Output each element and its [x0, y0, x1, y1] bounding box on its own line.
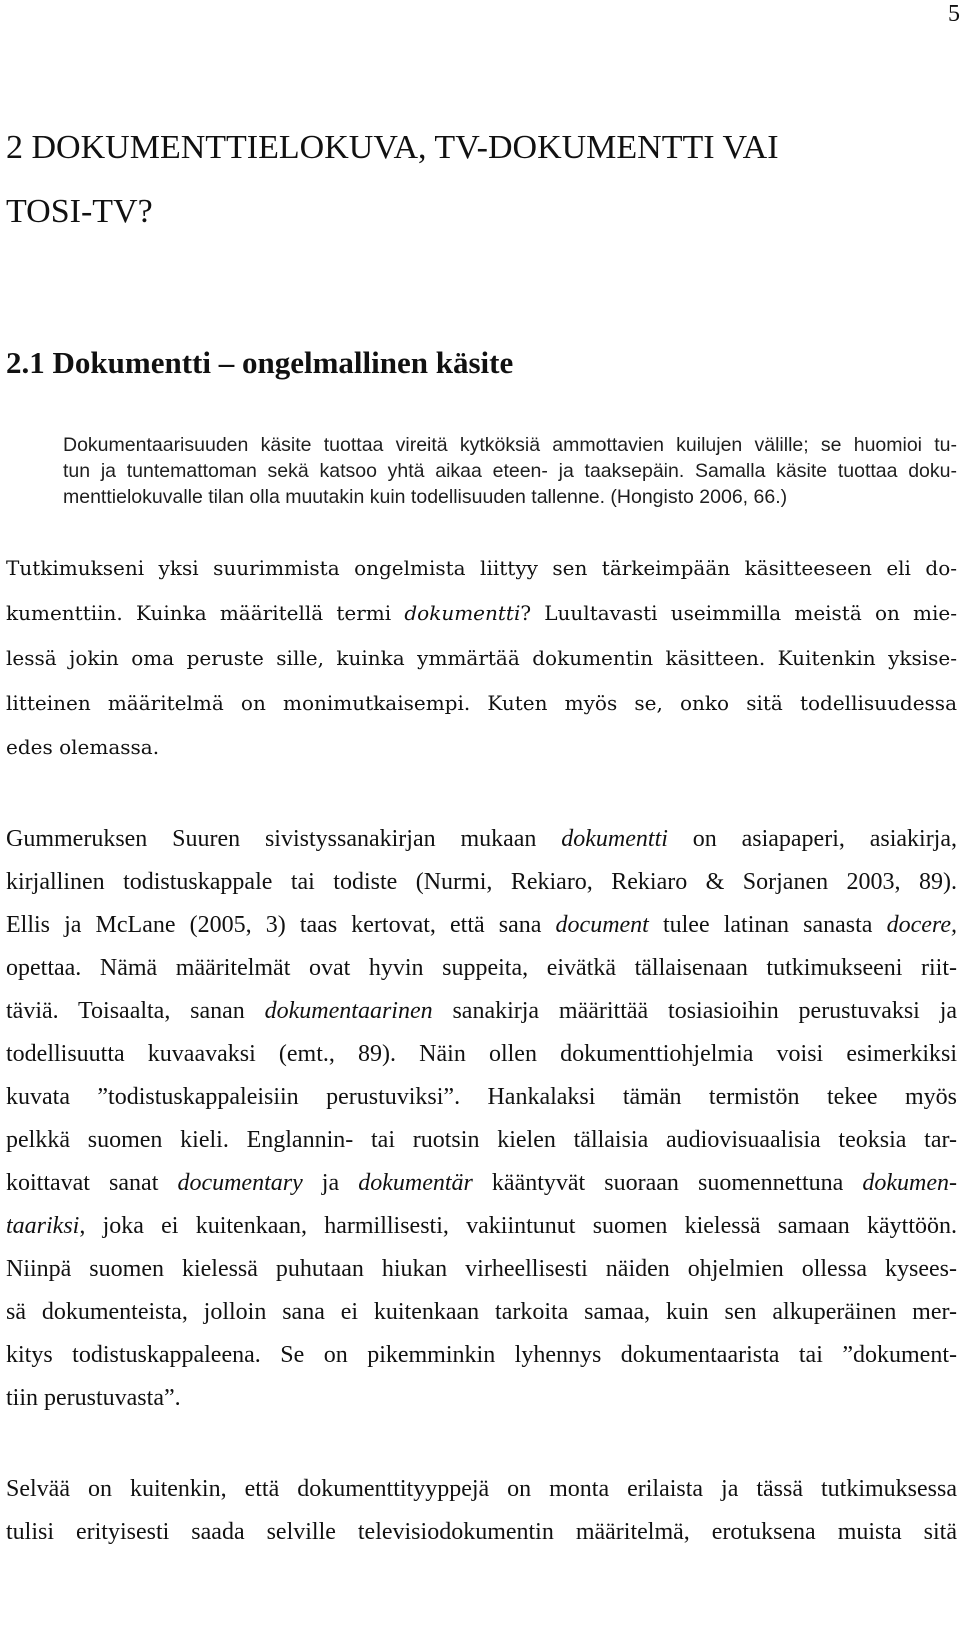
text-line: sä dokumenteista, jolloin sana ei kuitenkaan tarkoita samaa, kuin sen alkuperäinen mer- [6, 1299, 957, 1325]
chapter-heading-line-1: 2 DOKUMENTTIELOKUVA, TV-DOKUMENTTI VAI [6, 129, 779, 166]
text-line: litteinen määritelmä on monimutkaisempi. Kuten myös se, onko sitä todellisuudessa [6, 691, 957, 715]
emphasis: docere, [886, 912, 957, 938]
text-line: opettaa. Nämä määritelmät ovat hyvin suppeita, eivätkä tällaisenaan tutkimukseeni riit- [6, 955, 957, 981]
text-span: Ellis ja McLane (2005, 3) taas kertovat, että sana [6, 912, 556, 938]
emphasis: dokumentti [404, 601, 521, 625]
text-line: kirjallinen todistuskappale tai todiste (Nurmi, Rekiaro, Rekiaro & Sorjanen 2003, 89). [6, 869, 957, 895]
text-span: ? Luultavasti useimmilla meistä on mie- [520, 601, 957, 625]
text-line: todellisuutta kuvaavaksi (emt., 89). Näin ollen dokumenttiohjelmia voisi esimerkiksi [6, 1041, 957, 1067]
emphasis: dokumen- [862, 1170, 957, 1196]
emphasis: taariksi [6, 1213, 80, 1239]
quote-line: Dokumentaarisuuden käsite tuottaa vireitä kytköksiä ammottavien kuilujen välille; se huomioi tu- [63, 434, 957, 456]
text-span: kääntyvät suoraan suomennettuna [472, 1170, 863, 1196]
text-line: pelkkä suomen kieli. Englannin- tai ruotsin kielen tällaisia audiovisuaalisia teoksia tar- [6, 1127, 957, 1153]
text-line: tulisi erityisesti saada selville televisiodokumentin määritelmä, erotuksena muista sitä [6, 1519, 957, 1545]
chapter-heading-line-2: TOSI-TV? [6, 193, 153, 230]
text-line: tiin perustuvasta”. [6, 1385, 181, 1411]
emphasis: dokumentär [358, 1170, 473, 1196]
text-line: kitys todistuskappaleena. Se on pikemminkin lyhennys dokumentaarista tai ”dokument- [6, 1342, 957, 1368]
text-span: täviä. Toisaalta, sanan [6, 998, 265, 1024]
text-line: edes olemassa. [6, 735, 160, 759]
quote-line: menttielokuvalle tilan olla muutakin kuin todellisuuden tallenne. (Hongisto 2006, 66.) [63, 486, 788, 508]
text-line: Selvää on kuitenkin, että dokumenttityyppejä on monta erilaista ja tässä tutkimuksessa [6, 1476, 957, 1502]
text-span: kumenttiin. Kuinka määritellä termi [6, 601, 405, 625]
text-line: kuvata ”todistuskappaleisiin perustuviksi”. Hankalaksi tämän termistön tekee myös [6, 1084, 957, 1110]
text-span: on asiapaperi, asiakirja, [667, 826, 957, 852]
emphasis: dokumentti [561, 826, 668, 852]
section-heading: 2.1 Dokumentti – ongelmallinen käsite [6, 345, 514, 380]
text-line [6, 911, 957, 939]
text-line: Tutkimukseni yksi suurimmista ongelmista liittyy sen tärkeimpään käsitteeseen eli do- [6, 556, 957, 580]
text-line [6, 1169, 957, 1197]
page-number: 5 [948, 1, 960, 27]
text-line [6, 825, 957, 853]
text-span: Gummeruksen Suuren sivistyssanakirjan mukaan [6, 826, 562, 852]
emphasis: dokumentaarinen [264, 998, 433, 1024]
emphasis: document [555, 912, 649, 938]
emphasis: documentary [177, 1170, 303, 1196]
text-line: lessä jokin oma peruste sille, kuinka ymmärtää dokumentin käsitteen. Kuitenkin yksise- [6, 646, 957, 670]
text-line: Niinpä suomen kielessä puhutaan hiukan virheellisesti näiden ohjelmien ollessa kysees- [6, 1256, 957, 1282]
text-span: ja [302, 1170, 359, 1196]
text-span: , joka ei kuitenkaan, harmillisesti, vakiintunut suomen kielessä samaan käyttöön. [79, 1213, 957, 1239]
text-span: koittavat sanat [6, 1170, 178, 1196]
quote-line: tun ja tuntemattoman sekä katsoo yhtä aikaa eteen- ja taaksepäin. Samalla käsite tuottaa doku- [63, 460, 957, 482]
text-line [6, 997, 957, 1025]
text-line [6, 1212, 957, 1240]
text-line [6, 600, 957, 626]
text-span: tulee latinan sanasta [648, 912, 887, 938]
text-span: sanakirja määrittää tosiasioihin perustuvaksi ja [432, 998, 957, 1024]
